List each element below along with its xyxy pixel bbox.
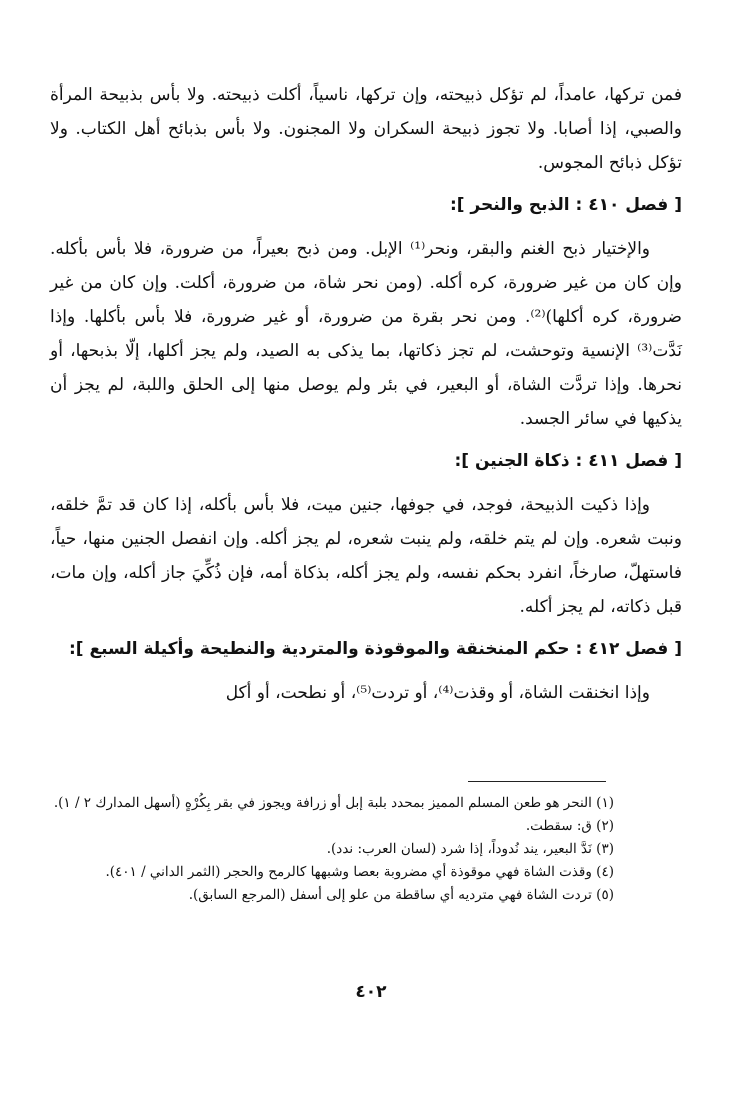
paragraph-continuation: فمن تركها، عامداً، لم تؤكل ذبيحته، وإن تركها، ناسياً، أكلت ذبيحته. ولا بأس بذبيحة المرأة والصبي، إذا أصابا. ولا تجوز ذبيحة السكران ولا المجنون. ولا بأس بذبائح أهل الكتاب. ولا تؤكل ذبائح المجوس. bbox=[50, 85, 682, 173]
section-heading-412: [ فصل ٤١٢ : حكم المنخنقة والموقوذة والمتردية والنطيحة وأكيلة السبع ]: bbox=[69, 639, 682, 659]
footnote-5: (٥) تردت الشاة فهي مترديه أي ساقطة من علو إلى أسفل (المرجع السابق). bbox=[188, 887, 614, 903]
footnote-divider bbox=[468, 781, 606, 782]
paragraph-strangled: وإذا انخنقت الشاة، أو وقذت⁽⁴⁾، أو تردت⁽⁵⁾، أو نطحت، أو أكل bbox=[225, 683, 650, 703]
section-heading-411: [ فصل ٤١١ : ذكاة الجنين ]: bbox=[454, 451, 682, 471]
footnote-1: (١) النحر هو طعن المسلم المميز بمحدد بلبة إبل أو زرافة ويجوز في بقر بِكُرْهٍ (أسهل المدارك ٢ / ١). bbox=[53, 795, 614, 811]
paragraph-fetus: وإذا ذكيت الذبيحة، فوجد، في جوفها، جنين ميت، فلا بأس بأكله، إذا كان قد تمَّ خلقه، ونبت شعره. وإن لم يتم خلقه، ولم ينبت شعره، لم يجز أكله. وإن انفصل الجنين منها، حياً، فاستهلّ، صارخاً، انفرد بحكم نفسه، ولم يجز أكله، بذكاة أمه، فإن ذُكِّيَ جاز أكله، وإن مات، قبل ذكاته، لم يجز أكله. bbox=[50, 495, 682, 617]
section-heading-410: [ فصل ٤١٠ : الذبح والنحر ]: bbox=[449, 195, 682, 215]
page-number: ٤٠٢ bbox=[355, 982, 387, 1002]
footnote-3: (٣) نَدَّ البعير، يند نُدوداً، إذا شرد (لسان العرب: ندد). bbox=[326, 841, 614, 857]
main-text bbox=[50, 78, 682, 710]
footnote-4: (٤) وقذت الشاة فهي موقوذة أي مضروبة بعصا وشبهها كالرمح والحجر (الثمر الداني / ٤٠١). bbox=[105, 864, 614, 880]
footnote-2: (٢) ق: سقطت. bbox=[525, 818, 614, 834]
paragraph-slaughter: والإختيار ذبح الغنم والبقر، ونحر⁽¹⁾ الإبل. ومن ذبح بعيراً، من ضرورة، فلا بأس بأكله. وإن كان من غير ضرورة، كره أكله. (ومن نحر شاة، من ضرورة، أكلت. وإن كان من غير ضرورة، كره أكلها)⁽²⁾. ومن نحر بقرة من ضرورة، أو غير ضرورة، فلا بأس بأكلها. وإذا نَدَّت⁽³⁾ الإنسية وتوحشت، لم تجز ذكاتها، بما يذكى به الصيد، ولم يجز أكلها، إلّا بذبحها، أو نحرها. وإذا تردَّت الشاة، أو البعير، في بئر ولم يوصل منها إلى الحلق واللبة، لم يجز أن يذكيها في سائر الجسد. bbox=[50, 239, 682, 429]
footnotes bbox=[50, 792, 614, 907]
